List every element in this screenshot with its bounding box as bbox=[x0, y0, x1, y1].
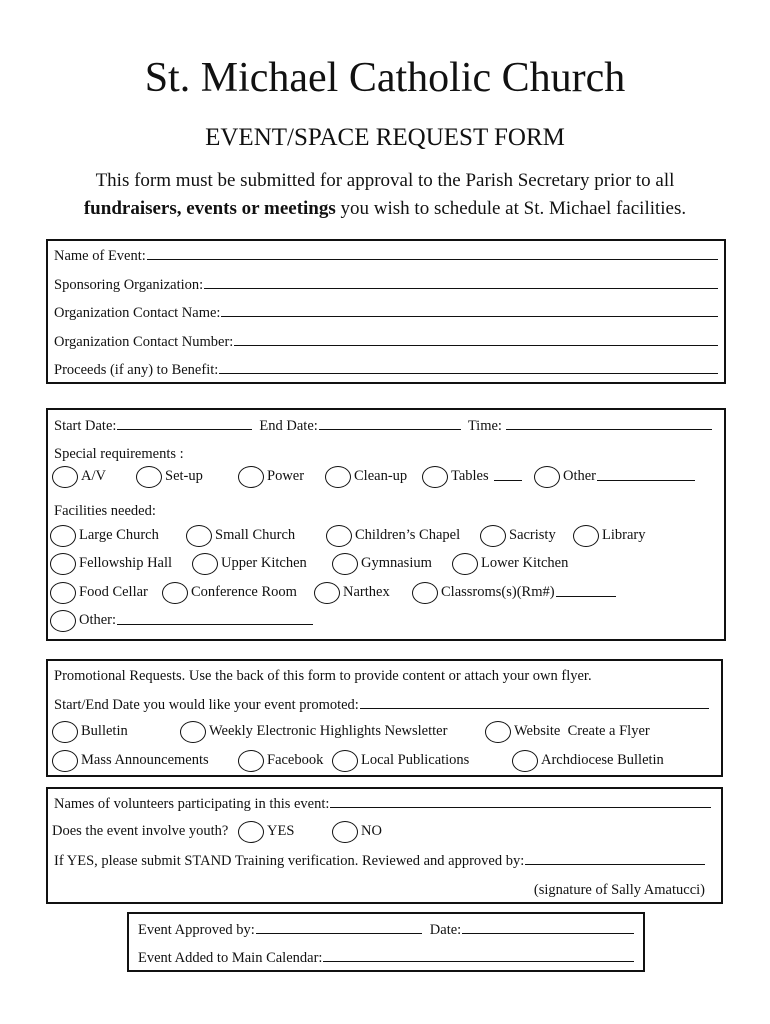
time-field[interactable] bbox=[506, 429, 712, 430]
promotion-options-row-2 bbox=[52, 749, 717, 775]
volunteers-label: Names of volunteers participating in this event: bbox=[54, 796, 330, 812]
youth-question-row bbox=[52, 820, 712, 846]
intro-line-2 bbox=[0, 195, 770, 223]
classroom-number-field[interactable] bbox=[556, 596, 616, 597]
promo-facebook-label: Facebook bbox=[267, 751, 324, 768]
radio-circle-icon bbox=[52, 466, 78, 488]
youth-yes-label: YES bbox=[267, 822, 295, 839]
special-requirements-label: Special requirements : bbox=[54, 446, 184, 462]
event-name-label: Name of Event: bbox=[54, 248, 146, 264]
option-av[interactable] bbox=[52, 465, 106, 487]
facility-narthex[interactable] bbox=[314, 581, 390, 603]
radio-circle-icon bbox=[325, 466, 351, 488]
radio-circle-icon bbox=[422, 466, 448, 488]
start-date-label: Start Date: bbox=[54, 418, 117, 434]
option-setup-label: Set-up bbox=[165, 467, 203, 484]
promo-facebook[interactable] bbox=[238, 749, 323, 771]
sponsor-field[interactable] bbox=[204, 288, 718, 289]
church-title: St. Michael Catholic Church bbox=[144, 55, 626, 101]
facility-sacristy[interactable] bbox=[480, 524, 556, 546]
radio-circle-icon bbox=[573, 525, 599, 547]
facility-childrens-chapel[interactable] bbox=[326, 524, 460, 546]
facilities-options-row-3 bbox=[50, 581, 720, 607]
youth-yes-option[interactable] bbox=[238, 820, 294, 842]
intro-bold-text: fundraisers, events or meetings bbox=[83, 198, 336, 219]
radio-circle-icon bbox=[512, 750, 538, 772]
promo-newsletter-label: Weekly Electronic Highlights Newsletter bbox=[209, 722, 448, 739]
approval-row bbox=[138, 915, 634, 939]
radio-circle-icon bbox=[180, 721, 206, 743]
radio-circle-icon bbox=[238, 750, 264, 772]
approved-by-field[interactable] bbox=[256, 933, 422, 934]
facility-classrooms-label: Classroms(s)(Rm#) bbox=[441, 583, 555, 600]
facility-conference-room[interactable] bbox=[162, 581, 297, 603]
radio-circle-icon bbox=[186, 525, 212, 547]
option-av-label: A/V bbox=[81, 467, 106, 484]
promo-website-flyer-label: Website Create a Flyer bbox=[514, 722, 650, 739]
facility-gymnasium-label: Gymnasium bbox=[361, 554, 432, 571]
volunteers-row bbox=[54, 789, 715, 813]
radio-circle-icon bbox=[136, 466, 162, 488]
radio-circle-icon bbox=[480, 525, 506, 547]
option-other[interactable] bbox=[534, 465, 695, 487]
radio-circle-icon bbox=[412, 582, 438, 604]
intro-rest-text: you wish to schedule at St. Michael facilities. bbox=[335, 198, 687, 219]
approval-date-field[interactable] bbox=[462, 933, 634, 934]
promotion-intro-row bbox=[54, 661, 715, 685]
facility-library[interactable] bbox=[573, 524, 645, 546]
contact-number-label: Organization Contact Number: bbox=[54, 334, 234, 350]
special-options-row bbox=[52, 465, 712, 491]
facility-fellowship-hall[interactable] bbox=[50, 552, 172, 574]
promo-mass-announcements-label: Mass Announcements bbox=[81, 751, 209, 768]
promo-archdiocese-bulletin[interactable] bbox=[512, 749, 664, 771]
radio-circle-icon bbox=[52, 750, 78, 772]
promotion-dates-field[interactable] bbox=[360, 708, 709, 709]
facility-small-church[interactable] bbox=[186, 524, 295, 546]
signature-caption: (signature of Sally Amatucci) bbox=[533, 882, 705, 898]
radio-circle-icon bbox=[192, 553, 218, 575]
radio-circle-icon bbox=[332, 750, 358, 772]
contact-number-field[interactable] bbox=[234, 345, 718, 346]
facility-other[interactable] bbox=[50, 609, 313, 631]
facility-sacristy-label: Sacristy bbox=[509, 526, 556, 543]
facility-classrooms[interactable] bbox=[412, 581, 616, 603]
promotion-dates-label: Start/End Date you would like your event promoted: bbox=[54, 697, 359, 713]
facility-food-cellar-label: Food Cellar bbox=[79, 583, 148, 600]
radio-circle-icon bbox=[238, 821, 264, 843]
option-cleanup-label: Clean-up bbox=[354, 467, 408, 484]
volunteers-field[interactable] bbox=[330, 807, 711, 808]
youth-no-label: NO bbox=[361, 822, 382, 839]
event-name-row bbox=[54, 241, 718, 265]
other-requirement-field[interactable] bbox=[597, 480, 695, 481]
facility-large-church[interactable] bbox=[50, 524, 159, 546]
time-label: Time: bbox=[467, 418, 502, 434]
approval-section bbox=[127, 912, 645, 972]
stand-row bbox=[54, 846, 715, 870]
proceeds-field[interactable] bbox=[219, 373, 718, 374]
approval-date-label: Date: bbox=[429, 922, 462, 938]
radio-circle-icon bbox=[485, 721, 511, 743]
start-date-field[interactable] bbox=[117, 429, 252, 430]
end-date-label: End Date: bbox=[259, 418, 318, 434]
promo-local-publications-label: Local Publications bbox=[361, 751, 470, 768]
radio-circle-icon bbox=[326, 525, 352, 547]
facility-food-cellar[interactable] bbox=[50, 581, 148, 603]
form-title: EVENT/SPACE REQUEST FORM bbox=[205, 124, 565, 151]
option-other-label: Other bbox=[563, 467, 597, 484]
radio-circle-icon bbox=[332, 821, 358, 843]
facility-large-church-label: Large Church bbox=[79, 526, 159, 543]
radio-circle-icon bbox=[452, 553, 478, 575]
event-info-section bbox=[46, 239, 726, 384]
promotion-dates-row bbox=[54, 690, 715, 714]
promotion-section bbox=[46, 659, 723, 777]
promo-archdiocese-bulletin-label: Archdiocese Bulletin bbox=[541, 751, 664, 768]
contact-name-field[interactable] bbox=[221, 316, 718, 317]
youth-question-label: Does the event involve youth? bbox=[52, 823, 229, 839]
radio-circle-icon bbox=[238, 466, 264, 488]
youth-no-option[interactable] bbox=[332, 820, 382, 842]
intro-line-1: This form must be submitted for approval to the Parish Secretary prior to all bbox=[95, 170, 675, 191]
event-name-field[interactable] bbox=[147, 259, 718, 260]
reviewer-signature-field[interactable] bbox=[525, 864, 705, 865]
signature-row bbox=[54, 875, 705, 899]
contact-number-row bbox=[54, 327, 718, 351]
option-tables[interactable] bbox=[422, 465, 522, 487]
facility-other-label: Other: bbox=[79, 611, 117, 628]
stand-note: If YES, please submit STAND Training verification. Reviewed and approved by: bbox=[54, 853, 525, 869]
facility-upper-kitchen[interactable] bbox=[192, 552, 307, 574]
special-requirements-row bbox=[54, 439, 718, 463]
facilities-label: Facilities needed: bbox=[54, 503, 156, 519]
radio-circle-icon bbox=[50, 582, 76, 604]
sponsor-label: Sponsoring Organization: bbox=[54, 277, 204, 293]
tables-quantity-field[interactable] bbox=[494, 480, 522, 481]
promo-mass-announcements[interactable] bbox=[52, 749, 209, 771]
radio-circle-icon bbox=[332, 553, 358, 575]
facility-lower-kitchen[interactable] bbox=[452, 552, 568, 574]
facility-lower-kitchen-label: Lower Kitchen bbox=[481, 554, 569, 571]
radio-circle-icon bbox=[50, 553, 76, 575]
promotion-options-row-1 bbox=[52, 720, 717, 746]
promo-newsletter[interactable] bbox=[180, 720, 447, 742]
radio-circle-icon bbox=[162, 582, 188, 604]
sponsor-row bbox=[54, 270, 718, 294]
calendar-field[interactable] bbox=[323, 961, 634, 962]
promo-website-flyer[interactable] bbox=[485, 720, 650, 742]
approved-by-label: Event Approved by: bbox=[138, 922, 255, 938]
radio-circle-icon bbox=[50, 610, 76, 632]
facility-library-label: Library bbox=[602, 526, 646, 543]
radio-circle-icon bbox=[52, 721, 78, 743]
radio-circle-icon bbox=[314, 582, 340, 604]
facility-gymnasium[interactable] bbox=[332, 552, 432, 574]
facilities-options-row-1 bbox=[50, 524, 720, 550]
end-date-field[interactable] bbox=[319, 429, 461, 430]
proceeds-row bbox=[54, 355, 718, 379]
option-cleanup[interactable] bbox=[325, 465, 407, 487]
date-time-row bbox=[54, 411, 718, 435]
promo-bulletin[interactable] bbox=[52, 720, 128, 742]
facility-upper-kitchen-label: Upper Kitchen bbox=[221, 554, 307, 571]
proceeds-label: Proceeds (if any) to Benefit: bbox=[54, 362, 219, 378]
facility-conference-room-label: Conference Room bbox=[191, 583, 297, 600]
facility-narthex-label: Narthex bbox=[343, 583, 390, 600]
schedule-section bbox=[46, 408, 726, 641]
contact-name-row bbox=[54, 298, 718, 322]
option-setup[interactable] bbox=[136, 465, 203, 487]
volunteers-section bbox=[46, 787, 723, 904]
radio-circle-icon bbox=[534, 466, 560, 488]
promo-local-publications[interactable] bbox=[332, 749, 469, 771]
facility-fellowship-hall-label: Fellowship Hall bbox=[79, 554, 173, 571]
option-power-label: Power bbox=[267, 467, 305, 484]
option-tables-label: Tables bbox=[451, 467, 489, 484]
calendar-row bbox=[138, 943, 634, 967]
contact-name-label: Organization Contact Name: bbox=[54, 305, 221, 321]
facility-other-field[interactable] bbox=[117, 624, 313, 625]
option-power[interactable] bbox=[238, 465, 304, 487]
facilities-options-row-4 bbox=[50, 609, 720, 635]
form-instructions bbox=[0, 167, 770, 223]
facilities-row bbox=[54, 496, 718, 520]
promo-bulletin-label: Bulletin bbox=[81, 722, 128, 739]
facilities-options-row-2 bbox=[50, 552, 720, 578]
radio-circle-icon bbox=[50, 525, 76, 547]
calendar-label: Event Added to Main Calendar: bbox=[138, 950, 323, 966]
facility-small-church-label: Small Church bbox=[215, 526, 296, 543]
promotion-intro: Promotional Requests. Use the back of this form to provide content or attach your own flyer. bbox=[54, 668, 592, 684]
facility-childrens-chapel-label: Children’s Chapel bbox=[355, 526, 461, 543]
